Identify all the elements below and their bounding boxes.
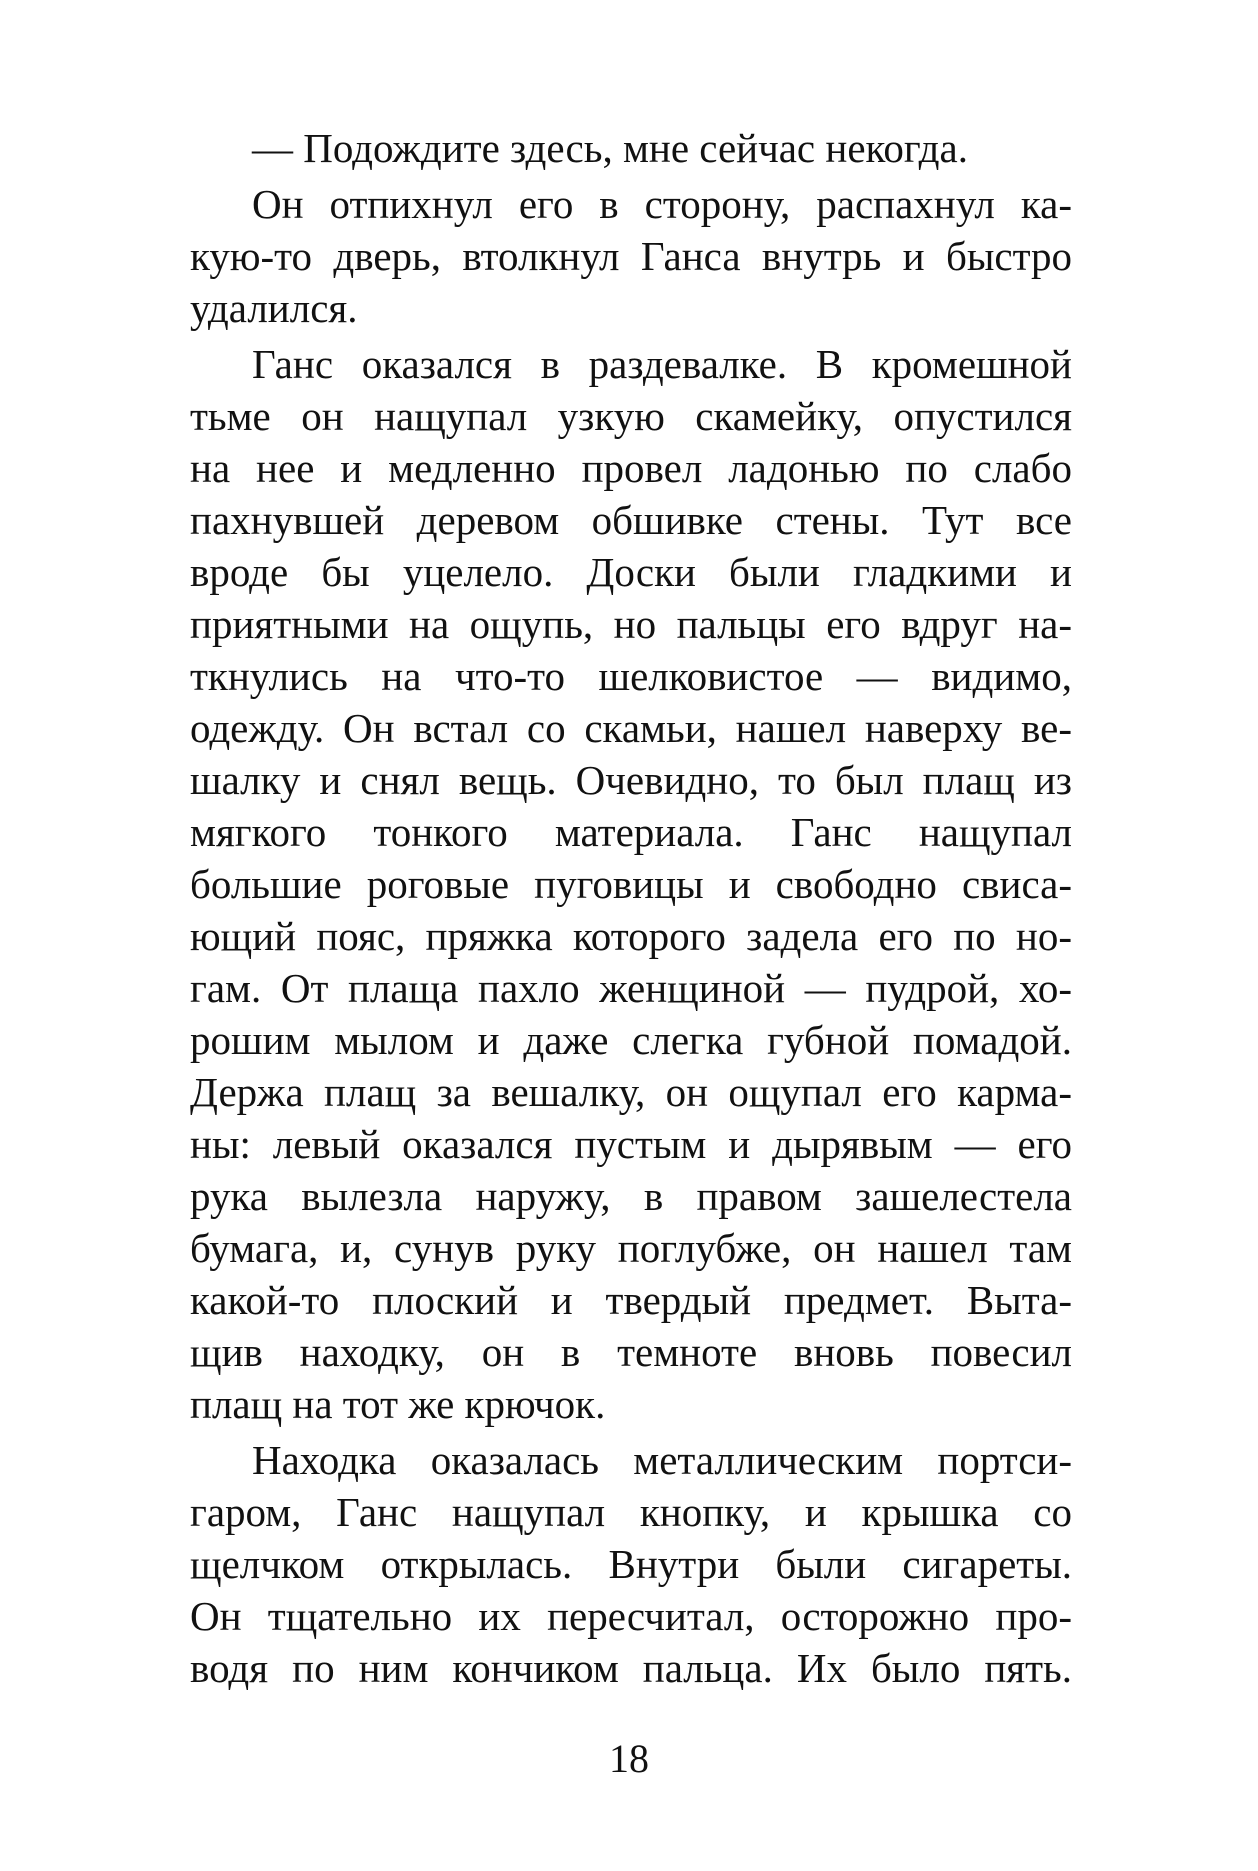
- text-line: рука вылезла наружу, в правом зашелестела: [190, 1173, 1072, 1219]
- text-line: щив находку, он в темноте вновь повесил: [190, 1329, 1072, 1375]
- text-line: бумага, и, сунув руку поглубже, он нашел там: [190, 1225, 1072, 1271]
- text-line: Ганс оказался в раздевалке. В кромешной: [252, 341, 1072, 387]
- text-line: Он отпихнул его в сторону, распахнул ка-: [252, 181, 1072, 227]
- text-line: Держа плащ за вешалку, он ощупал его карма-: [190, 1069, 1072, 1115]
- text-line: какой-то плоский и твердый предмет. Выта-: [190, 1277, 1072, 1323]
- text-line: удалился.: [190, 285, 358, 331]
- text-line: рошим мылом и даже слегка губной помадой.: [190, 1017, 1072, 1063]
- text-line: пахнувшей деревом обшивке стены. Тут все: [190, 497, 1072, 543]
- text-line: Находка оказалась металлическим портси-: [252, 1437, 1072, 1483]
- text-line: на нее и медленно провел ладонью по слабо: [190, 445, 1072, 491]
- text-line: кую-то дверь, втолкнул Ганса внутрь и быстро: [190, 233, 1072, 279]
- text-line: мягкого тонкого материала. Ганс нащупал: [190, 809, 1072, 855]
- text-line: одежду. Он встал со скамьи, нашел наверху ве-: [190, 705, 1072, 751]
- text-line: гаром, Ганс нащупал кнопку, и крышка со: [190, 1489, 1072, 1535]
- text-line: Он тщательно их пересчитал, осторожно про-: [190, 1593, 1072, 1639]
- page-number: 18: [609, 1736, 649, 1781]
- text-line: большие роговые пуговицы и свободно свиса-: [190, 861, 1072, 907]
- text-line: плащ на тот же крючок.: [190, 1381, 606, 1427]
- body-text: [190, 122, 1072, 1694]
- text-line: тьме он нащупал узкую скамейку, опустился: [190, 393, 1072, 439]
- text-line: ткнулись на что-то шелковистое — видимо,: [190, 653, 1072, 699]
- text-line: — Подождите здесь, мне сейчас некогда.: [252, 125, 968, 171]
- text-line: ны: левый оказался пустым и дырявым — его: [190, 1121, 1072, 1167]
- text-line: водя по ним кончиком пальца. Их было пять.: [190, 1645, 1072, 1691]
- text-line: щелчком открылась. Внутри были сигареты.: [190, 1541, 1072, 1587]
- text-line: ющий пояс, пряжка которого задела его по но-: [190, 913, 1072, 959]
- text-line: приятными на ощупь, но пальцы его вдруг на-: [190, 601, 1072, 647]
- text-line: гам. От плаща пахло женщиной — пудрой, хо-: [190, 965, 1072, 1011]
- text-line: вроде бы уцелело. Доски были гладкими и: [190, 549, 1072, 595]
- text-line: шалку и снял вещь. Очевидно, то был плащ из: [190, 757, 1072, 803]
